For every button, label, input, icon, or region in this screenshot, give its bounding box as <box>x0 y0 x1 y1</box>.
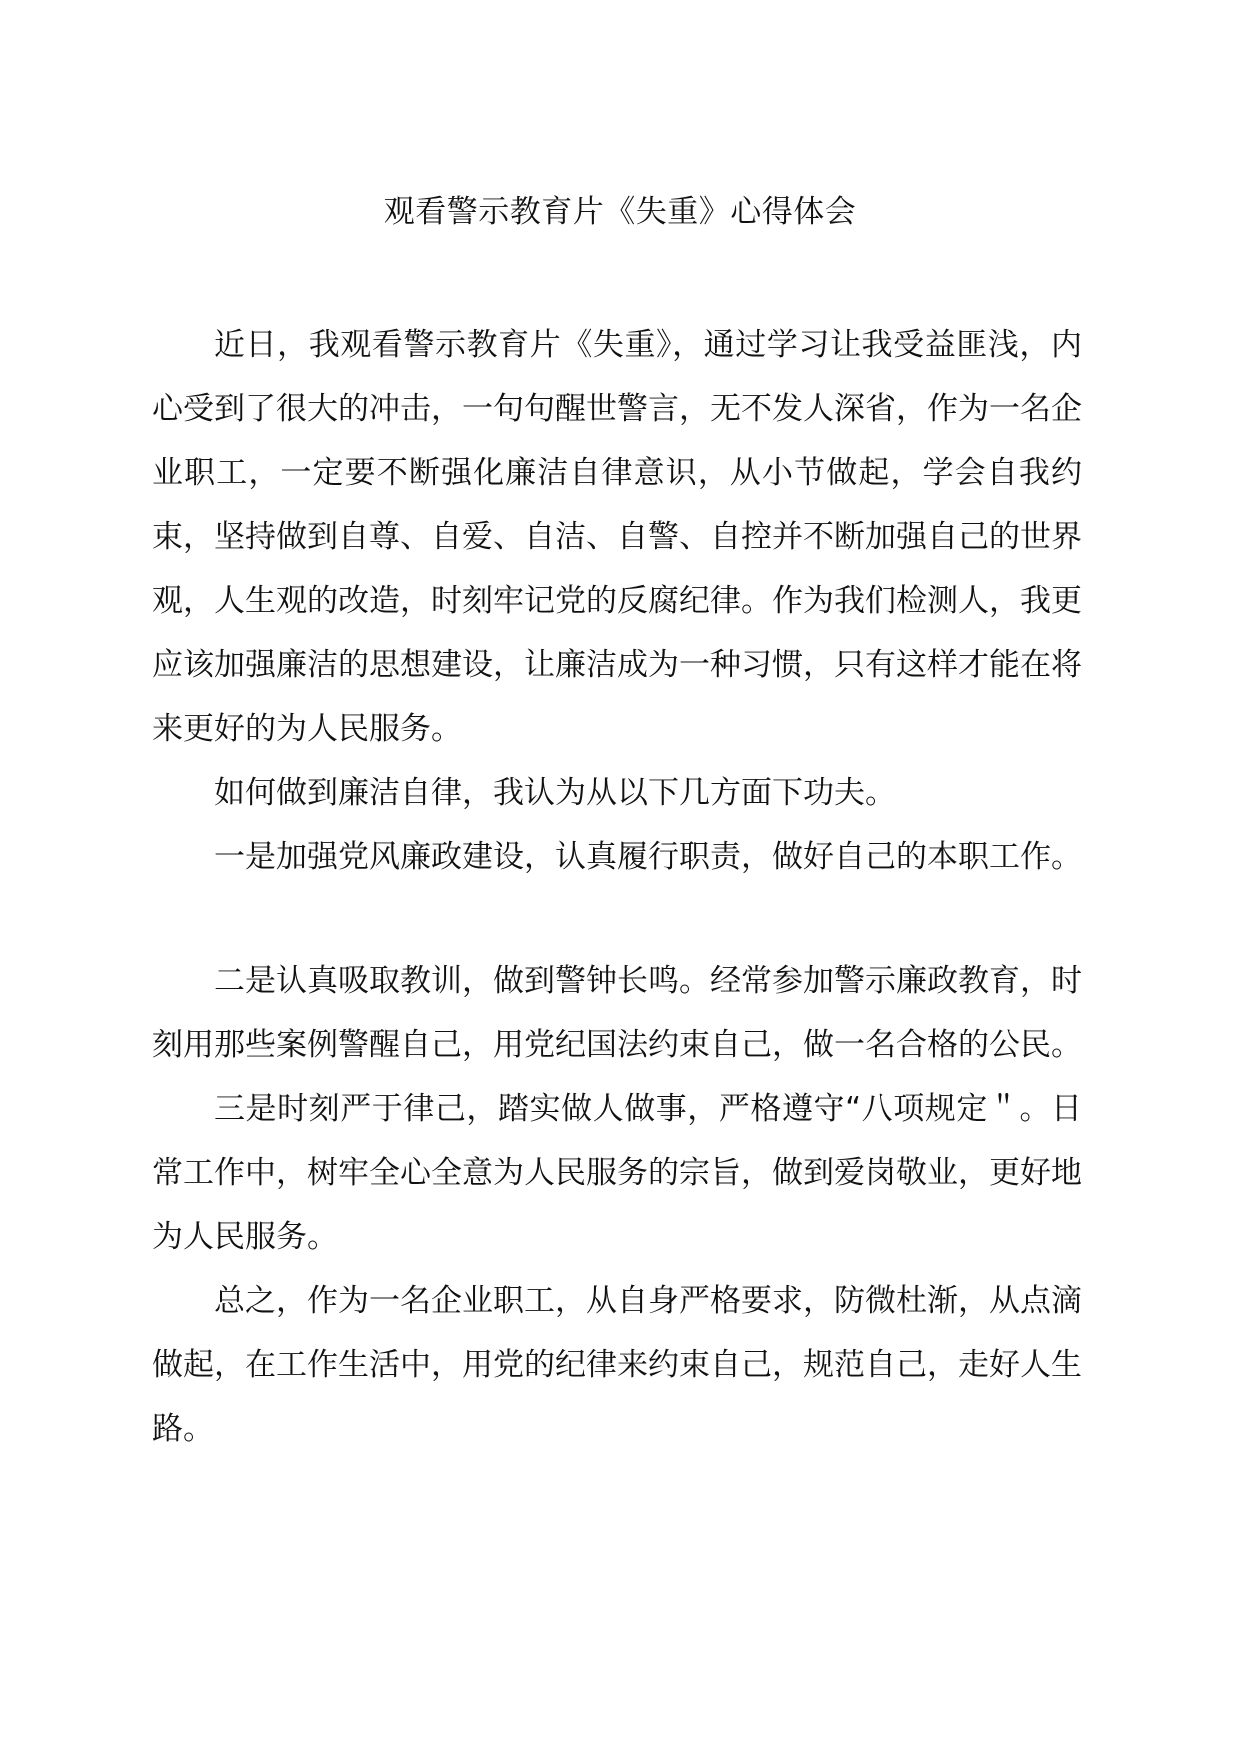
paragraph-conclusion: 总之，作为一名企业职工，从自身严格要求，防微杜渐，从点滴做起，在工作生活中，用党的纪律来约束自己，规范自己，走好人生路。 <box>152 1283 1082 1447</box>
document-title: 观看警示教育片《失重》心得体会 <box>383 194 857 230</box>
paragraph-spacer <box>152 889 1082 949</box>
paragraph-question: 如何做到廉洁自律，我认为从以下几方面下功夫。 <box>214 775 896 811</box>
document-body <box>152 313 1082 1461</box>
paragraph-point-two: 二是认真吸取教训，做到警钟长鸣。经常参加警示廉政教育，时刻用那些案例警醒自己，用党纪国法约束自己，做一名合格的公民。 <box>152 963 1082 1063</box>
paragraph-point-three: 三是时刻严于律己，踏实做人做事，严格遵守“八项规定＂。日常工作中，树牢全心全意为人民服务的宗旨，做到爱岗敬业，更好地为人民服务。 <box>152 1091 1082 1255</box>
paragraph-intro: 近日，我观看警示教育片《失重》，通过学习让我受益匪浅，内心受到了很大的冲击，一句句醒世警言，无不发人深省，作为一名企业职工，一定要不断强化廉洁自律意识，从小节做起，学会自我约束，坚持做到自尊、自爱、自洁、自警、自控并不断加强自己的世界观，人生观的改造，时刻牢记党的反腐纪律。作为我们检测人，我更应该加强廉洁的思想建设，让廉洁成为一种习惯，只有这样才能在将来更好的为人民服务。 <box>152 327 1082 747</box>
paragraph-point-one: 一是加强党风廉政建设，认真履行职责，做好自己的本职工作。 <box>214 839 1082 875</box>
